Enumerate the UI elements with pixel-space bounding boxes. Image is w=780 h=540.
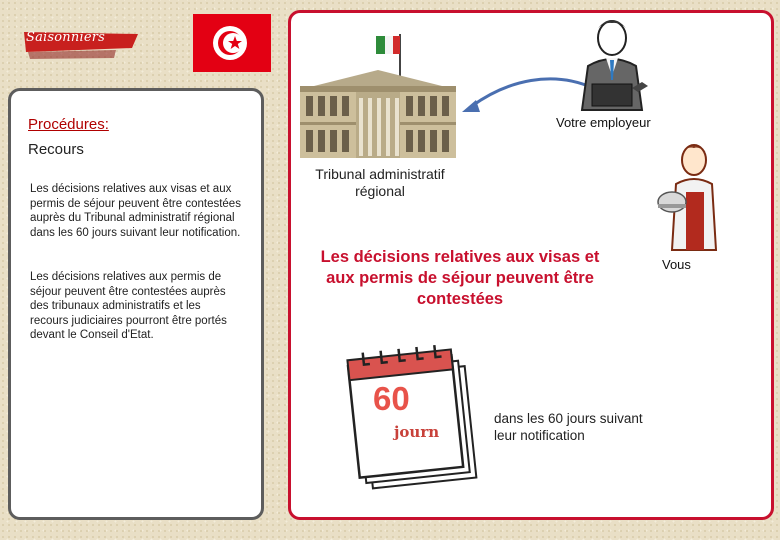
tribunal-building-icon — [296, 30, 460, 158]
deadline-label: dans les 60 jours suivant leur notification — [494, 411, 643, 443]
tunisia-flag-icon — [193, 14, 271, 72]
calendar-days: 60 — [373, 380, 410, 417]
recours-subtitle: Recours — [28, 141, 84, 158]
procedures-title: Procédures: — [28, 116, 109, 133]
waiter-icon — [658, 140, 726, 252]
employer-icon — [568, 14, 664, 112]
paragraph-permis: Les décisions relatives aux permis de séjour peuvent être contestées auprès des tribunaux administratifs et les recours judiciaires pourront être portés devant le Conseil d'Etat. — [30, 271, 227, 341]
calendar-icon — [336, 344, 486, 496]
you-label: Vous — [662, 257, 691, 272]
headline: Les décisions relatives aux visas et aux permis de séjour peuvent être contestées — [320, 248, 600, 308]
employer-label: Votre employeur — [556, 115, 651, 130]
banner-title: Saisonniers — [26, 30, 105, 45]
tribunal-label: Tribunal administratif régional — [315, 166, 445, 199]
paragraph-visas: Les décisions relatives aux visas et aux permis de séjour peuvent être contestées auprès du Tribunal administratif régional dans les 60 jours suivant leur notification. — [30, 183, 241, 239]
calendar-unit: journ — [394, 423, 440, 441]
